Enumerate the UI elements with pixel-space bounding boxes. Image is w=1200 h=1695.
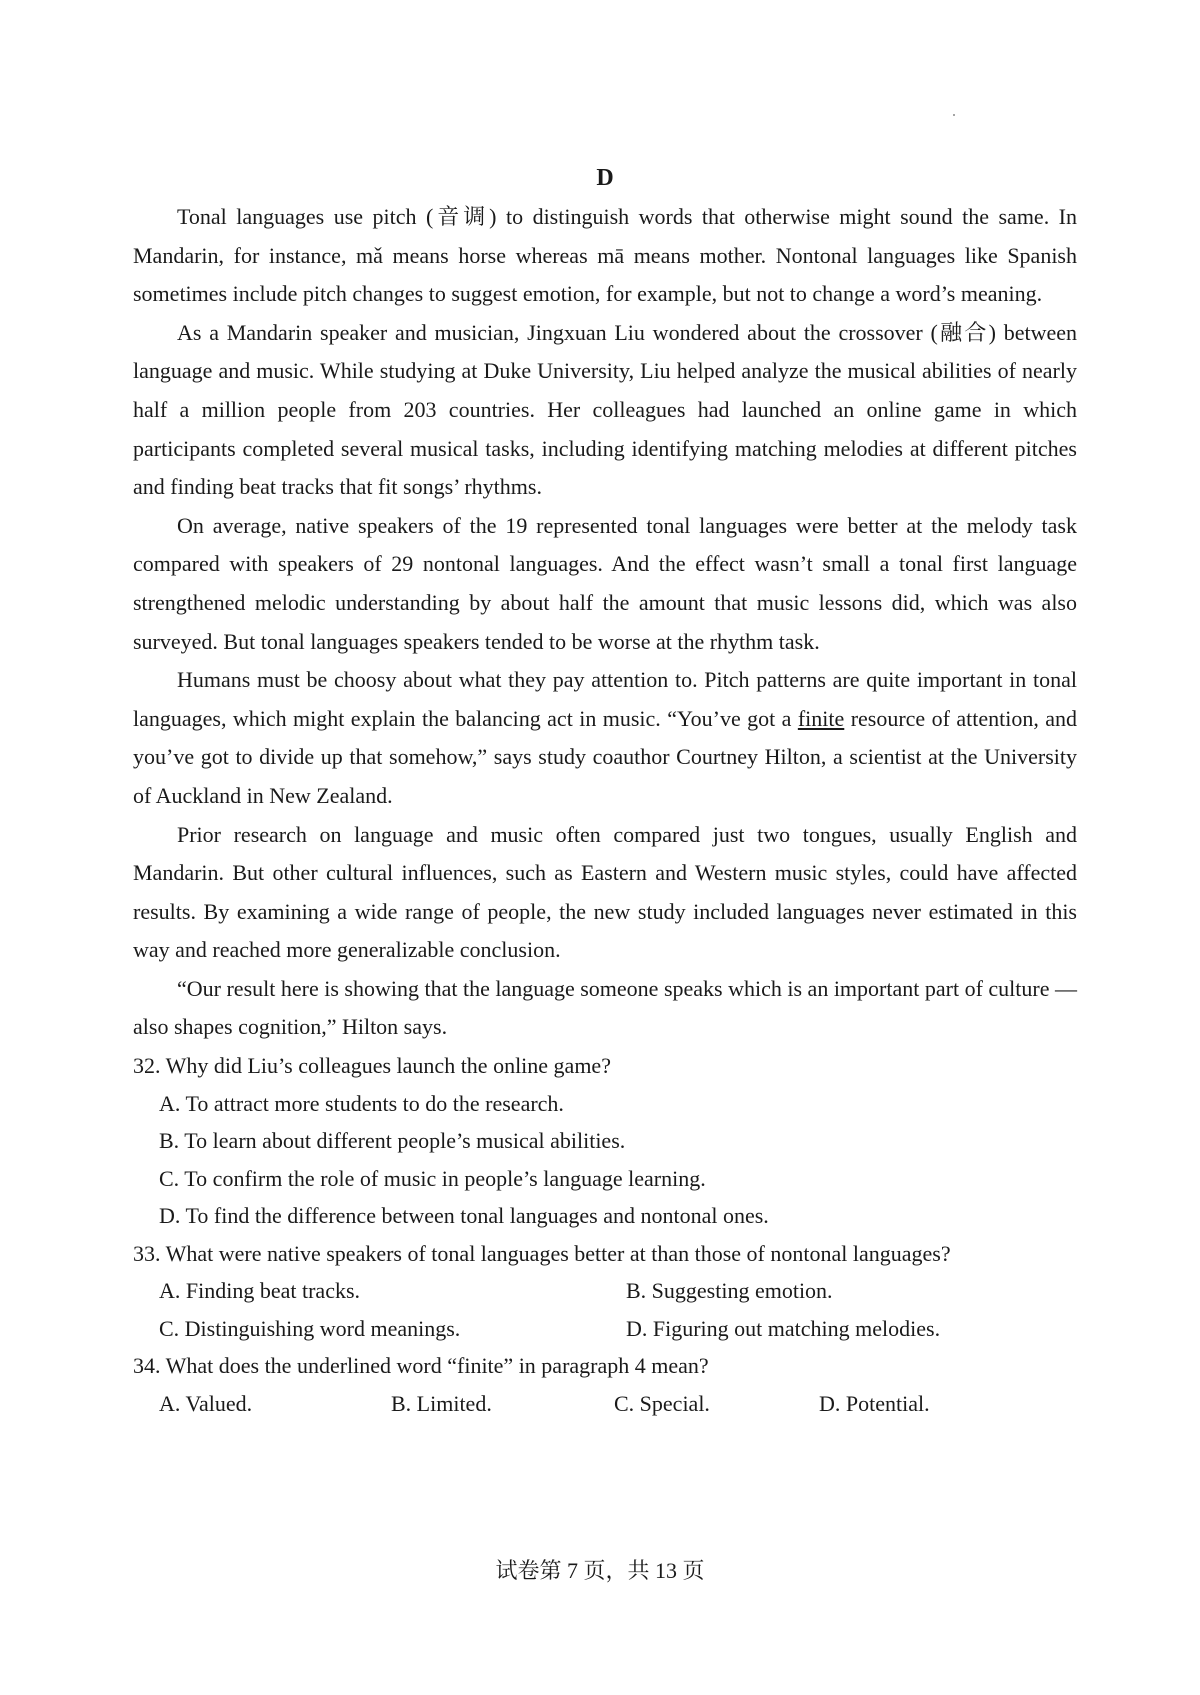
underlined-word-finite: finite [797,705,845,731]
paragraph-5: Prior research on language and music often compared just two tongues, usually English and Mandarin. But other cultural influences, such as Eastern and Western music styles, could have affected results. By examining a wide range of people, the new study included languages never estimated in this way and reached more generalizable conclusion. [133,821,1077,963]
page-footer: 试卷第 7 页，共 13 页 [495,1558,705,1583]
paragraph-2: As a Mandarin speaker and musician, Jingxuan Liu wondered about the crossover (融合) between language and music. While studying at Duke University, Liu helped analyze the musical abilities of nearly half a million people from 203 countries. Her colleagues had launched an online game in which participants completed several musical tasks, including identifying matching melodies at different pitches and finding beat tracks that fit songs’ rhythms. [133,319,1077,500]
question-stem: 33. What were native speakers of tonal languages better at than those of nontonal languages? [133,1240,951,1266]
option-a[interactable]: A. Valued. [159,1390,253,1416]
option-d[interactable]: D. To find the difference between tonal languages and nontonal ones. [159,1203,769,1229]
option-c[interactable]: C. Distinguishing word meanings. [159,1315,461,1341]
question-stem: 34. What does the underlined word “finite” in paragraph 4 mean? [133,1353,709,1379]
option-a[interactable]: A. Finding beat tracks. [159,1278,361,1304]
paragraph-1: Tonal languages use pitch (音调) to distinguish words that otherwise might sound the same. In Mandarin, for instance, mǎ means horse whereas mā means mother. Nontonal languages like Spanish sometimes include pitch changes to suggest emotion, for example, but not to change a word’s meaning. [133,204,1077,307]
option-b[interactable]: B. To learn about different people’s musical abilities. [159,1128,626,1154]
option-b[interactable]: B. Suggesting emotion. [626,1278,833,1304]
scan-speck [953,114,955,116]
question-34 [133,1347,1077,1422]
option-d[interactable]: D. Figuring out matching melodies. [626,1315,941,1341]
question-stem: 32. Why did Liu’s colleagues launch the online game? [133,1053,611,1079]
exam-page [133,162,1077,1422]
paragraph-6: “Our result here is showing that the language someone speaks which is an important part of culture — also shapes cognition,” Hilton says. [133,975,1077,1040]
paragraph-3: On average, native speakers of the 19 represented tonal languages were better at the melody task compared with speakers of 29 nontonal languages. And the effect wasn’t small a tonal first language strengthened melodic understanding by about half the amount that music lessons did, which was also surveyed. But tonal languages speakers tended to be worse at the rhythm task. [133,512,1077,654]
option-a[interactable]: A. To attract more students to do the research. [159,1090,564,1116]
option-c[interactable]: C. Special. [614,1390,710,1416]
option-c[interactable]: C. To confirm the role of music in people’s language learning. [159,1165,706,1191]
paragraph-4-before: Humans must be choosy about what they pay attention to. Pitch patterns are quite important in tonal languages, which might explain the balancing act in music. “You’ve got a [133,667,1077,731]
option-d[interactable]: D. Potential. [819,1390,930,1416]
question-32 [133,1047,1077,1235]
section-title: D [596,165,614,191]
paragraph-4-after: resource of attention, and you’ve got to divide up that somehow,” says study coauthor Courtney Hilton, a scientist at the University of Auckland in New Zealand. [133,705,1077,808]
paragraph-4 [133,661,1077,815]
option-b[interactable]: B. Limited. [391,1390,492,1416]
question-33 [133,1235,1077,1348]
